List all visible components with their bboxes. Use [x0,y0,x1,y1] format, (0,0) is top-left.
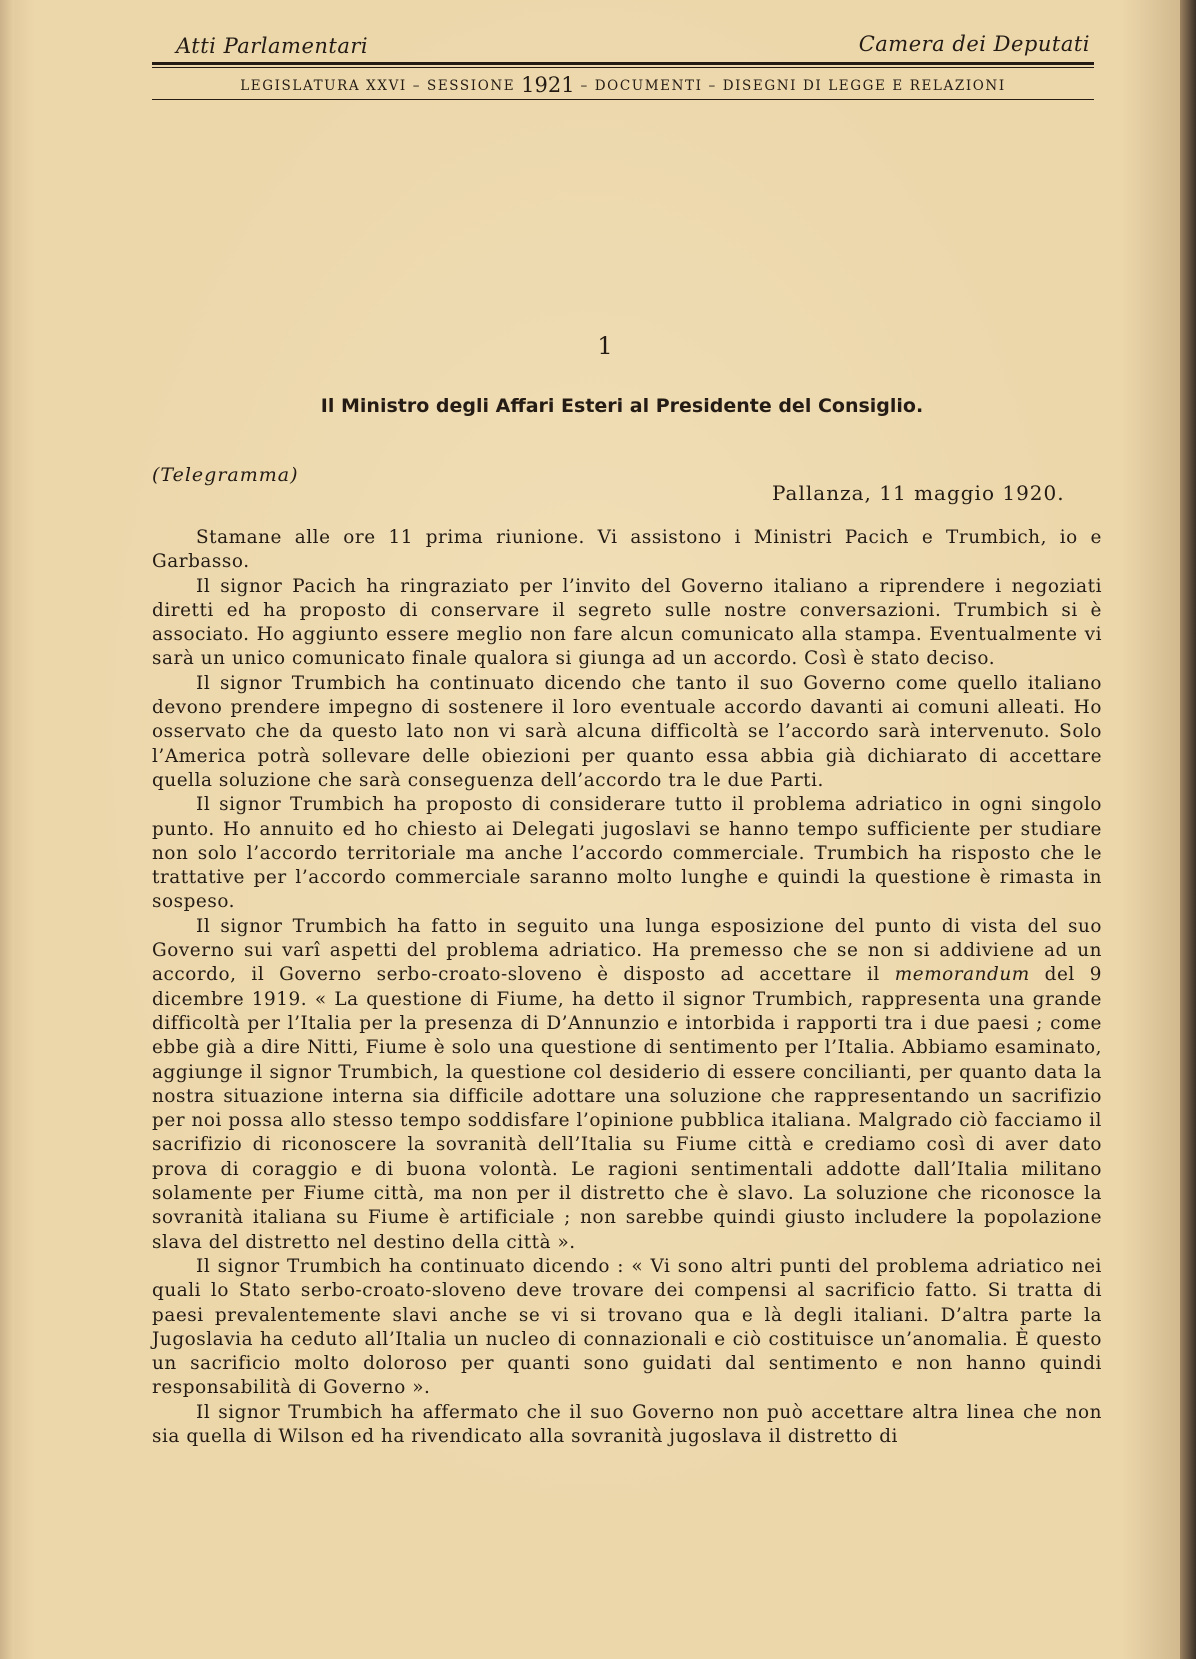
header-right-title: Camera dei Deputati [858,32,1090,56]
body-paragraph: Stamane alle ore 11 prima riunione. Vi assistono i Ministri Pacich e Trumbich, io e Garbasso. [152,527,1102,573]
page-header [152,30,1094,102]
header-subtitle-year: 1921 [521,73,575,97]
header-subtitle [152,73,1094,97]
body-text: Il signor Trumbich ha fatto in seguito una lunga esposizione del punto di vista del suo Governo sui varî aspetti del problema adriatico. Ha premesso che se non si addiviene ad un accordo, il Governo serbo-croato-sloveno è disposto ad accettare il [152,915,1102,986]
header-left-title: Atti Parlamentari [176,34,369,58]
page-spine [0,0,14,1659]
document-body [152,526,1102,1449]
document-number: 1 [597,332,613,360]
document-type: (Telegramma) [152,464,299,486]
header-rule-bottom [152,99,1094,100]
body-text: del 9 dicembre 1919. « La questione di Fiume, ha detto il signor Trumbich, rappresenta una grande difficoltà per l’Italia per la presenza di D’Annunzio e intorbida i rapporti tra i due paesi ; come ebbe già a dire Nitti, Fiume è solo una questione di sentimento per l’Italia. Abbiamo esaminato, aggiunge il signor Trumbich, la questione col desiderio di essere concilianti, per quanto data la nostra situazione interna sia difficile adottare una soluzione che rappresentando un sacrifizio per noi possa allo stesso tempo soddisfare l’opinione pubblica italiana. Malgrado ciò facciamo il sacrifizio di riconoscere la sovranità dell’Italia su Fiume città e crediamo così di aver dato prova di coraggio e di buona volontà. Le ragioni sentimentali addotte dall’Italia militano solamente per Fiume città, ma non per il distretto che è slavo. La soluzione che riconosce la sovranità italiana su Fiume è artificiale ; non sarebbe quindi giusto includere la popolazione slava del distretto nel destino della città ». [152,964,1103,1253]
body-paragraph: Il signor Trumbich ha continuato dicendo che tanto il suo Governo come quello italiano devono prendere impegno di sostenere il loro eventuale accordo davanti ai comuni alleati. Ho osservato che da questo lato non vi sarà alcuna difficoltà se l’accordo sarà intervenuto. Solo l’America potrà sollevare delle obiezioni per quanto essa abbia già dichiarato di accettare quella soluzione che sarà conseguenza dell’accordo tra le due Parti. [152,672,1102,791]
body-paragraph: Il signor Trumbich ha proposto di considerare tutto il problema adriatico in ogni singolo punto. Ho annuito ed ho chiesto ai Delegati jugoslavi se hanno tempo sufficiente per studiare non solo l’accordo territoriale ma anche l’accordo commerciale. Trumbich ha risposto che le trattative per l’accordo commerciale saranno molto lunghe e quindi la questione è rimasta in sospeso. [152,794,1102,913]
body-paragraph: Il signor Pacich ha ringraziato per l’invito del Governo italiano a riprendere i negoziati diretti ed ha proposto di conservare il segreto sulle nostre conversazioni. Trumbich si è associato. Ho aggiunto essere meglio non fare alcun comunicato alla stampa. Eventualmente vi sarà un unico comunicato finale qualora si giunga ad un accordo. Così è stato deciso. [152,575,1102,670]
body-text-italic: memorandum [894,964,1030,986]
header-rule-thin [152,67,1094,68]
page-edge-shadow [1180,0,1196,1659]
header-rule-thick [152,62,1094,65]
header-subtitle-suffix: – DOCUMENTI – DISEGNI DI LEGGE E RELAZIONI [580,78,1006,94]
document-dateline: Pallanza, 11 maggio 1920. [772,481,1065,505]
body-paragraph [152,915,1102,1255]
body-paragraph: Il signor Trumbich ha continuato dicendo : « Vi sono altri punti del problema adriatico nei quali lo Stato serbo-croato-sloveno deve trovare dei compensi al sacrificio fatto. Si tratta di paesi prevalentemente slavi anche se vi si trovano qua e là degli italiani. D’altra parte la Jugoslavia ha ceduto all’Italia un nucleo di connazionali e ciò costituisce un’anomalia. È questo un sacrificio molto doloroso per quanti sono guidati dal sentimento e non hanno quindi responsabilità di Governo ». [152,1255,1102,1399]
document-title: Il Ministro degli Affari Esteri al Presidente del Consiglio. [320,395,924,417]
body-paragraph: Il signor Trumbich ha affermato che il suo Governo non può accettare altra linea che non sia quella di Wilson ed ha rivendicato alla sovranità jugoslava il distretto di [152,1401,1102,1447]
header-subtitle-prefix: LEGISLATURA XXVI – SESSIONE [240,78,516,94]
